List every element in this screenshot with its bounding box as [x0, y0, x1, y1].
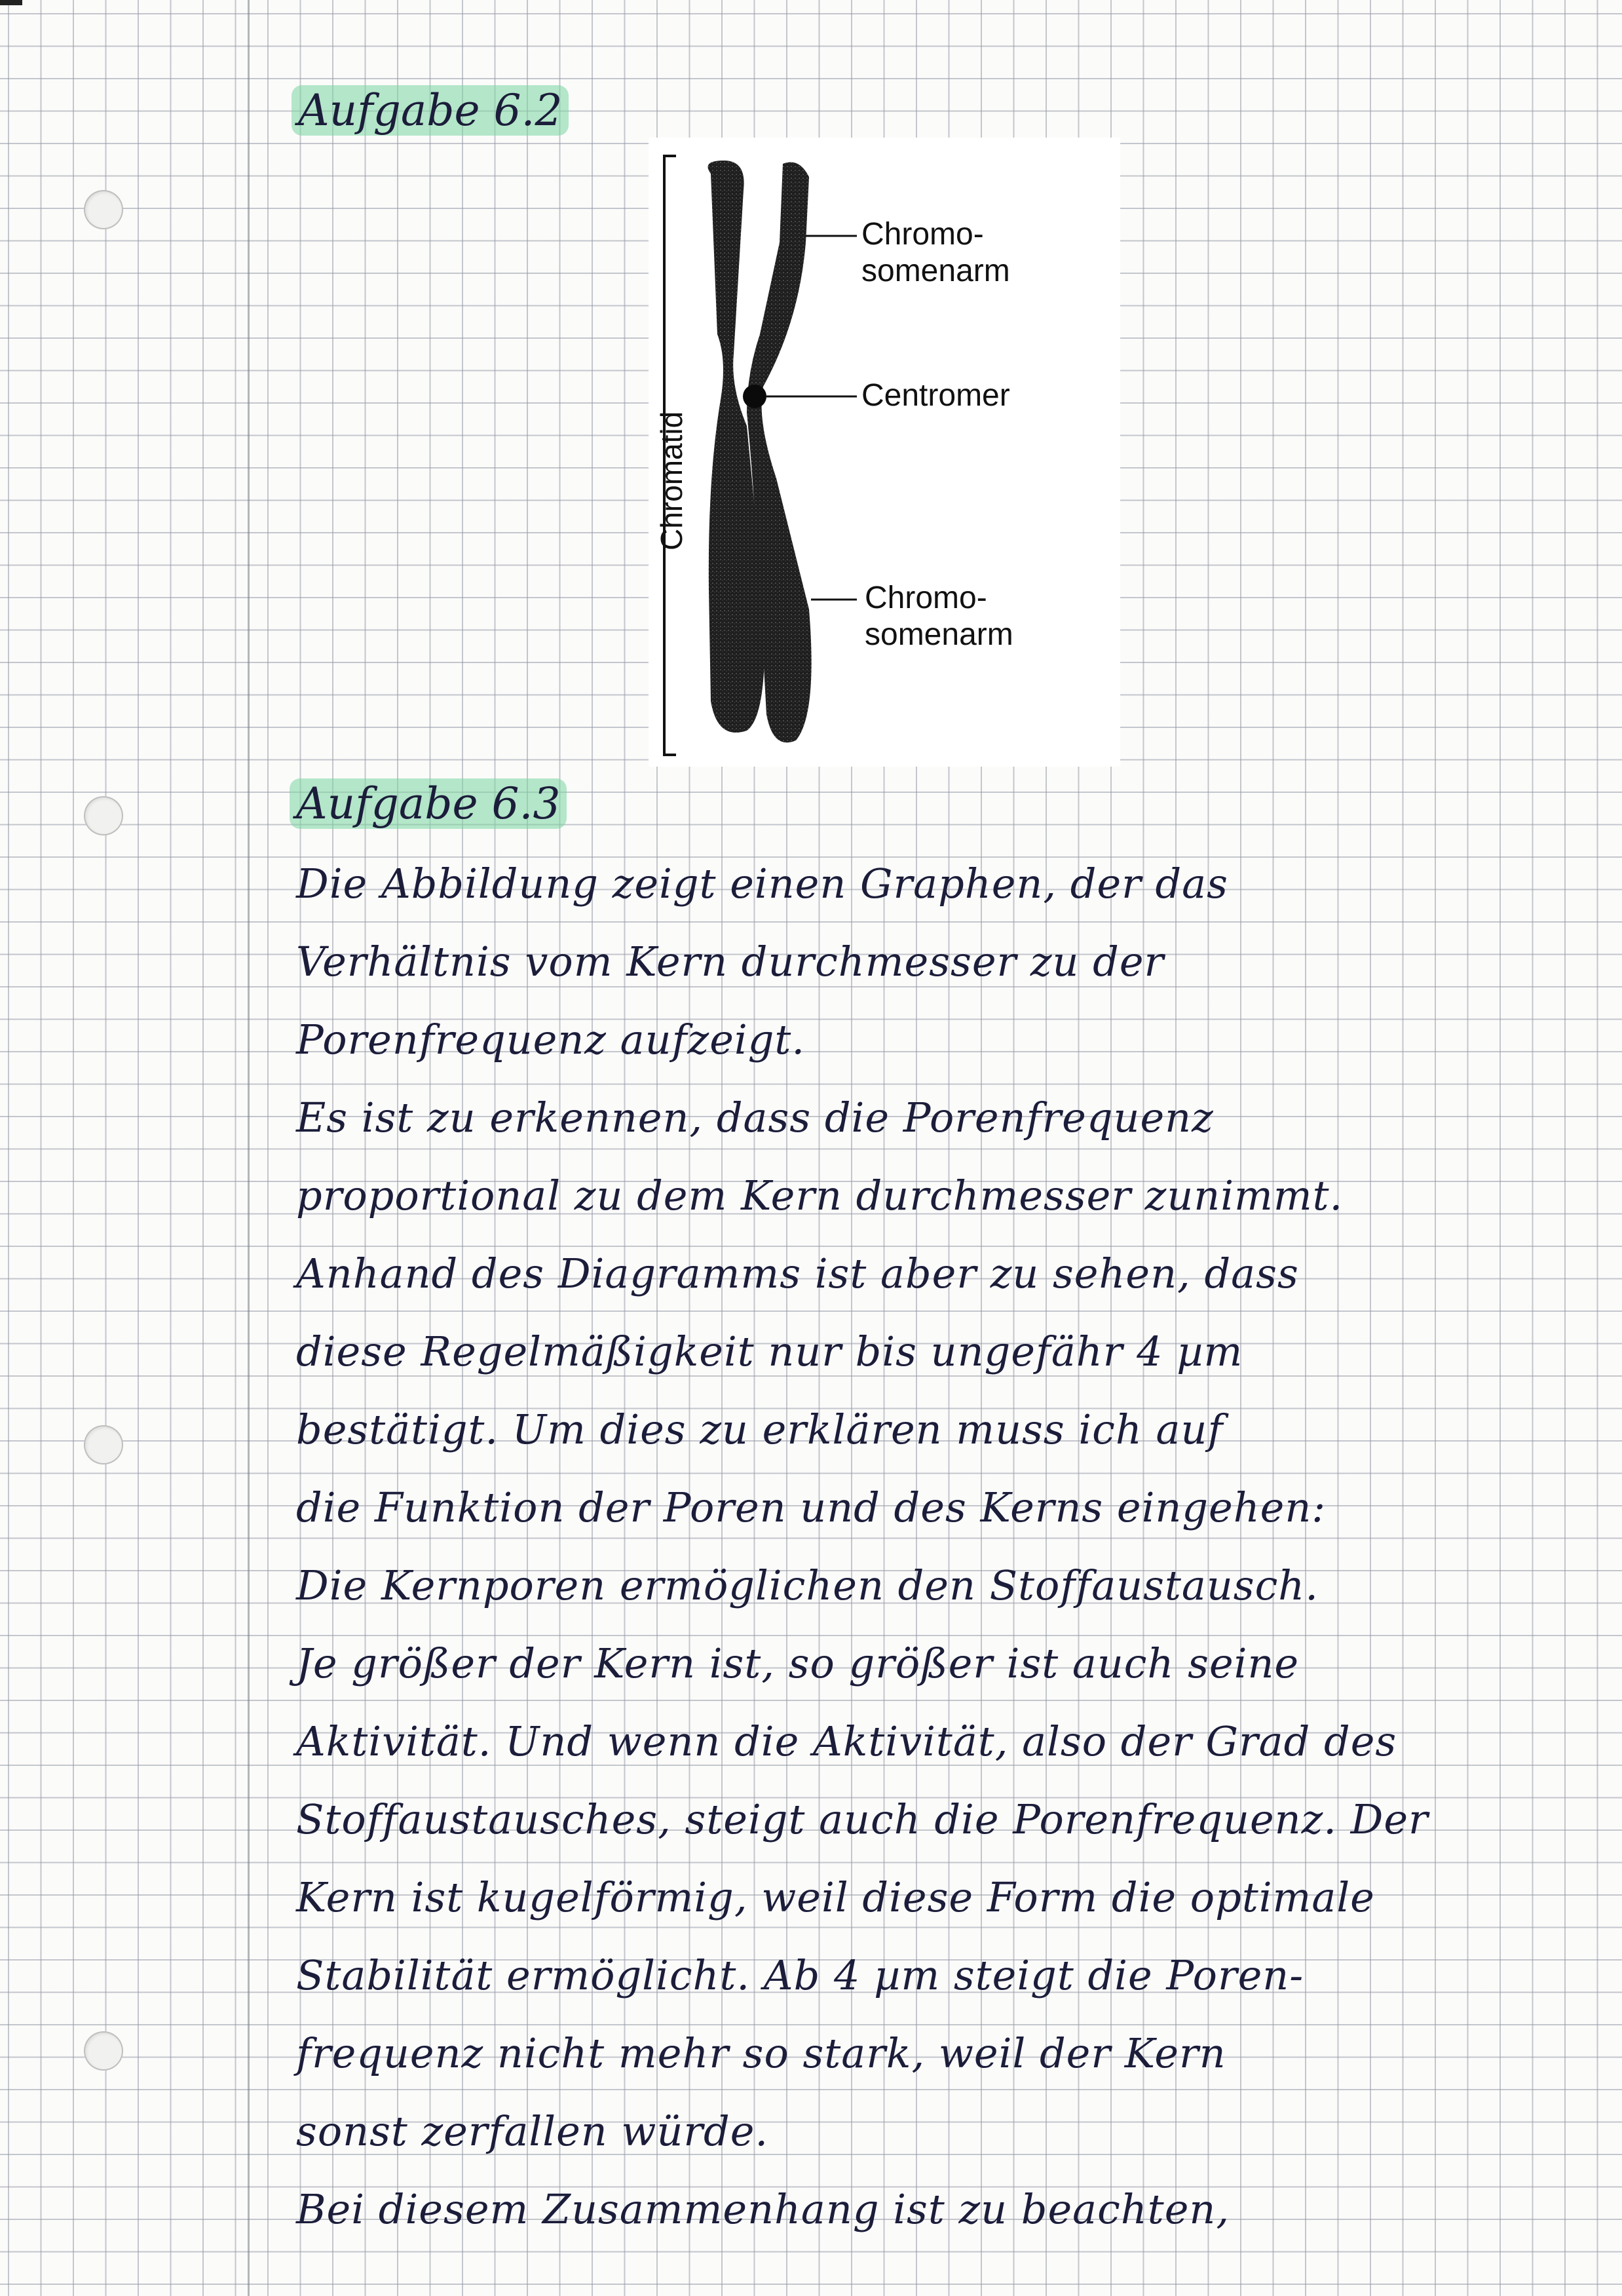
margin-line: [248, 0, 250, 2296]
label-chromosome-arm-top-2: somenarm: [861, 254, 1010, 288]
text-line-13: Stoffaustausches, steigt auch die Porenfrequenz. Der: [296, 1795, 1429, 1843]
text-line-1: Die Abbildung zeigt einen Graphen, der das: [296, 860, 1228, 908]
text-line-3: Porenfrequenz aufzeigt.: [296, 1016, 806, 1063]
text-line-11: Je größer der Kern ist, so größer ist auch seine: [296, 1639, 1300, 1687]
corner-mark: [0, 0, 22, 5]
chromosome-figure: [649, 138, 1120, 767]
text-line-18: Bei diesem Zusammenhang ist zu beachten,: [296, 2185, 1230, 2233]
label-centromere: Centromer: [861, 378, 1010, 413]
task-6-2-heading: Aufgabe 6.2: [292, 85, 569, 136]
text-line-2: Verhältnis vom Kern durchmesser zu der: [296, 938, 1165, 985]
punch-hole-4: [84, 2031, 123, 2071]
text-line-12: Aktivität. Und wenn die Aktivität, also der Grad des: [296, 1717, 1397, 1765]
punch-hole-1: [84, 190, 123, 229]
text-line-5: proportional zu dem Kern durchmesser zunimmt.: [296, 1172, 1344, 1219]
punch-hole-2: [84, 796, 123, 835]
task-6-3-heading: Aufgabe 6.3: [290, 778, 567, 829]
text-line-17: sonst zerfallen würde.: [296, 2107, 769, 2155]
label-chromatid: Chromatid: [654, 411, 688, 550]
label-chromosome-arm-bottom-1: Chromo-: [865, 581, 987, 615]
punch-hole-3: [84, 1425, 123, 1464]
label-chromosome-arm-top-1: Chromo-: [861, 217, 984, 252]
text-line-7: diese Regelmäßigkeit nur bis ungefähr 4 µm: [296, 1328, 1243, 1375]
text-line-14: Kern ist kugelförmig, weil diese Form die optimale: [296, 1873, 1375, 1921]
text-line-10: Die Kernporen ermöglichen den Stoffaustausch.: [296, 1561, 1319, 1609]
text-line-8: bestätigt. Um dies zu erklären muss ich auf: [296, 1406, 1224, 1453]
text-line-6: Anhand des Diagramms ist aber zu sehen, dass: [296, 1250, 1299, 1297]
text-line-16: frequenz nicht mehr so stark, weil der Kern: [296, 2029, 1226, 2077]
text-line-9: die Funktion der Poren und des Kerns eingehen:: [296, 1483, 1327, 1531]
text-line-4: Es ist zu erkennen, dass die Porenfrequenz: [296, 1094, 1214, 1141]
text-line-15: Stabilität ermöglicht. Ab 4 µm steigt die Poren-: [296, 1951, 1304, 1999]
label-chromosome-arm-bottom-2: somenarm: [865, 617, 1013, 652]
